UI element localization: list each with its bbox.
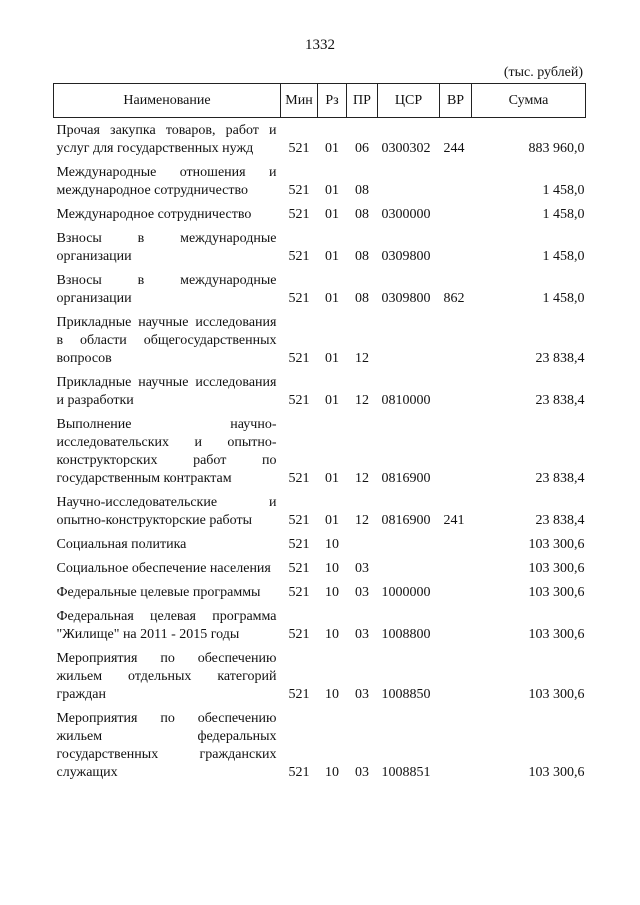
row-sum: 23 838,4 [535,513,585,528]
row-csr [378,310,440,370]
row-rz: 10 [325,627,339,642]
row-sum: 1 458,0 [542,183,585,198]
table-header-row [54,84,586,118]
row-min: 521 [288,393,310,408]
row-vr [440,646,472,706]
row-pr: 03 [355,765,369,780]
row-min: 521 [288,249,310,264]
row-csr [378,532,440,556]
row-pr: 03 [355,561,369,576]
row-pr: 12 [355,351,369,366]
row-vr [440,370,472,412]
table-row [54,646,586,706]
row-vr [440,580,472,604]
row-vr: 244 [443,141,465,156]
table-row [54,160,586,202]
header-csr: ЦСР [378,84,440,118]
row-sum: 103 300,6 [528,627,585,642]
row-vr: 862 [443,291,465,306]
row-sum: 103 300,6 [528,561,585,576]
row-min: 521 [288,207,310,222]
row-csr: 1008850 [381,687,431,702]
row-pr: 12 [355,393,369,408]
header-vr: ВР [440,84,472,118]
row-name: Взносы в международные организации [56,231,277,264]
row-min: 521 [288,141,310,156]
row-sum: 883 960,0 [528,141,585,156]
row-csr: 0816900 [381,513,431,528]
table-row [54,706,586,784]
row-name: Научно-исследовательские и опытно-конструкторские работы [56,495,277,528]
row-rz: 01 [325,513,339,528]
table-body [54,118,586,785]
row-min: 521 [288,351,310,366]
row-pr: 08 [355,207,369,222]
row-rz: 10 [325,561,339,576]
table-row [54,226,586,268]
row-sum: 23 838,4 [535,393,585,408]
row-pr: 08 [355,291,369,306]
row-csr: 1008800 [381,627,431,642]
row-min: 521 [288,183,310,198]
table-row [54,556,586,580]
table-row [54,370,586,412]
row-csr: 0300302 [381,141,431,156]
row-pr [347,532,378,556]
row-name: Прикладные научные исследования в области общегосударственных вопросов [56,315,277,366]
row-sum: 103 300,6 [528,537,585,552]
row-rz: 01 [325,291,339,306]
row-sum: 103 300,6 [528,687,585,702]
row-vr [440,532,472,556]
row-min: 521 [288,687,310,702]
row-pr: 06 [355,141,369,156]
row-rz: 10 [325,765,339,780]
row-pr: 03 [355,585,369,600]
row-csr [378,160,440,202]
header-pr: ПР [347,84,378,118]
row-name: Социальная политика [56,537,187,552]
row-pr: 08 [355,249,369,264]
row-vr [440,412,472,490]
table-row [54,604,586,646]
row-vr: 241 [443,513,465,528]
row-name: Мероприятия по обеспечению жильем отдельных категорий граждан [56,651,277,702]
row-vr [440,310,472,370]
row-name: Международные отношения и международное сотрудничество [56,165,277,198]
row-sum: 23 838,4 [535,351,585,366]
row-min: 521 [288,585,310,600]
table-row [54,412,586,490]
row-name: Взносы в международные организации [56,273,277,306]
table-row [54,532,586,556]
row-min: 521 [288,537,310,552]
table-row [54,118,586,161]
table-row [54,310,586,370]
row-rz: 01 [325,183,339,198]
row-sum: 103 300,6 [528,765,585,780]
row-vr [440,556,472,580]
row-rz: 10 [325,687,339,702]
table-row [54,580,586,604]
row-name: Мероприятия по обеспечению жильем федеральных государственных гражданских служащих [56,711,277,780]
row-vr [440,160,472,202]
header-min: Мин [281,84,318,118]
row-vr [440,202,472,226]
row-sum: 103 300,6 [528,585,585,600]
row-min: 521 [288,291,310,306]
row-name: Международное сотрудничество [56,207,252,222]
table-row [54,490,586,532]
row-min: 521 [288,471,310,486]
row-name: Федеральные целевые программы [56,585,261,600]
row-csr: 1008851 [381,765,431,780]
row-csr: 0309800 [381,249,431,264]
row-rz: 01 [325,249,339,264]
row-rz: 10 [325,537,339,552]
row-csr: 0309800 [381,291,431,306]
row-vr [440,706,472,784]
row-pr: 08 [355,183,369,198]
row-rz: 01 [325,207,339,222]
row-rz: 01 [325,393,339,408]
row-min: 521 [288,561,310,576]
header-name: Наименование [54,84,281,118]
row-csr: 0816900 [381,471,431,486]
page-number: 1332 [305,37,335,53]
row-rz: 10 [325,585,339,600]
row-sum: 23 838,4 [535,471,585,486]
header-rz: Рз [318,84,347,118]
row-name: Прикладные научные исследования и разработки [56,375,277,408]
header-sum: Сумма [472,84,586,118]
table-row [54,268,586,310]
row-vr [440,226,472,268]
row-min: 521 [288,513,310,528]
row-pr: 03 [355,687,369,702]
row-rz: 01 [325,351,339,366]
row-pr: 12 [355,513,369,528]
row-rz: 01 [325,141,339,156]
row-min: 521 [288,765,310,780]
row-min: 521 [288,627,310,642]
row-name: Выполнение научно-исследовательских и опытно-конструкторских работ по государственным контрактам [56,417,277,486]
row-sum: 1 458,0 [542,291,585,306]
row-name: Федеральная целевая программа "Жилище" на 2011 - 2015 годы [56,609,277,642]
row-csr: 1000000 [381,585,431,600]
row-vr [440,604,472,646]
row-pr: 12 [355,471,369,486]
table-row [54,202,586,226]
row-pr: 03 [355,627,369,642]
row-name: Социальное обеспечение населения [56,561,271,576]
budget-table [53,83,586,784]
row-name: Прочая закупка товаров, работ и услуг для государственных нужд [56,123,277,156]
row-sum: 1 458,0 [542,207,585,222]
row-csr: 0300000 [381,207,431,222]
row-rz: 01 [325,471,339,486]
row-sum: 1 458,0 [542,249,585,264]
row-csr: 0810000 [381,393,431,408]
units-label: (тыс. рублей) [503,65,583,80]
row-csr [378,556,440,580]
